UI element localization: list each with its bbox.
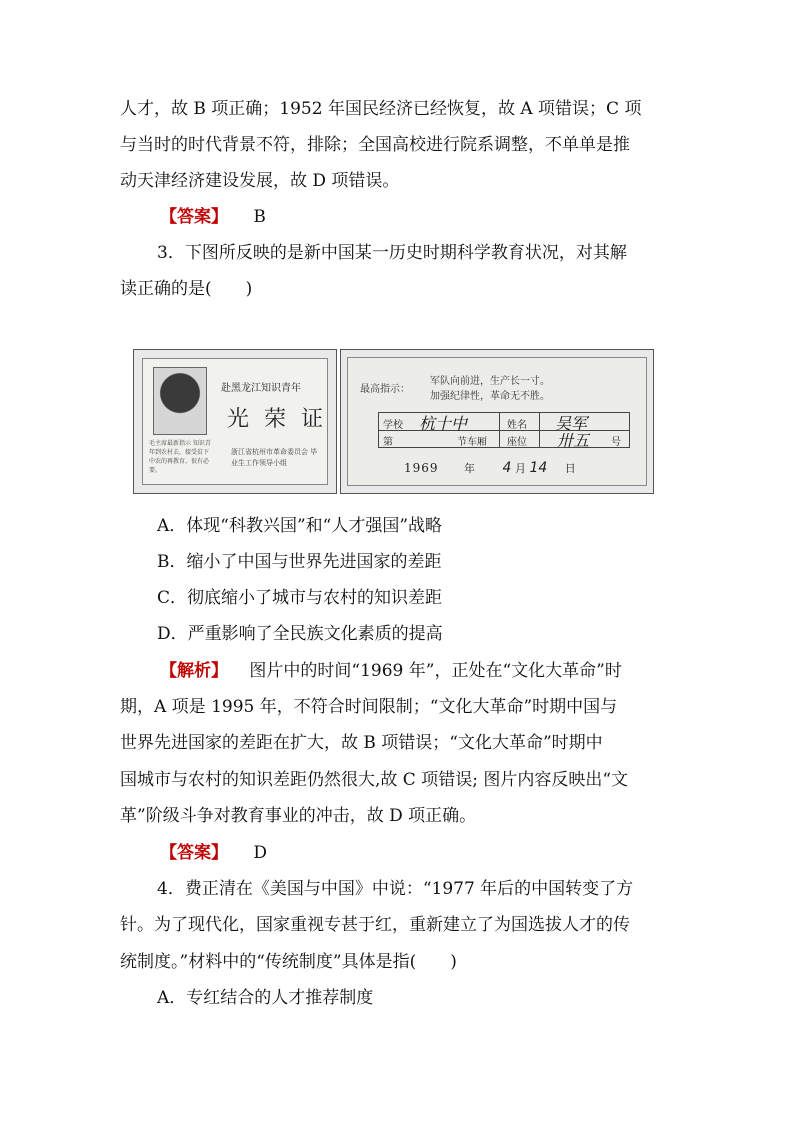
answer-value: B [253, 207, 266, 227]
question-3-stem: 读正确的是( ) [120, 279, 253, 299]
seat-unit: 号 [611, 437, 621, 448]
question-3-stem: 3．下图所反映的是新中国某一历史时期科学教育状况，对其解 [157, 243, 627, 263]
certificate-photo [133, 349, 337, 494]
school-label: 学校 [383, 420, 403, 431]
question-4-stem: 4．费正清在《美国与中国》中说：“1977 年后的中国转变了方 [157, 879, 634, 899]
answer-tag: 【答案】 [160, 843, 228, 863]
month-unit: 月 [514, 462, 526, 475]
month-value: 4 [502, 460, 512, 476]
text-line: 人才，故 B 项正确；1952 年国民经济已经恢复，故 A 项错误；C 项 [120, 99, 642, 119]
option-a: A．体现“科教兴国”和“人才强国”战略 [157, 516, 443, 536]
option-b: B．缩小了中国与世界先进国家的差距 [157, 552, 442, 572]
answer-line [160, 205, 266, 229]
name-value: 吴军 [555, 414, 588, 433]
school-value: 杭十中 [419, 414, 468, 433]
year-value: 1969 [404, 461, 439, 475]
analysis-tag: 【解析】 [160, 661, 228, 681]
name-label: 姓名 [507, 420, 527, 431]
answer-tag: 【答案】 [160, 207, 228, 227]
motto-line: 加强纪律性，革命无不胜。 [430, 391, 550, 402]
question-4-stem: 统制度。”材料中的“传统制度”具体是指( ) [120, 952, 457, 972]
motto-line: 军队向前进，生产长一寸。 [430, 376, 550, 387]
analysis-text: 图片中的时间“1969 年”，正处在“文化大革命”时 [249, 661, 622, 681]
seat-label: 座位 [507, 437, 527, 448]
text-line: 革”阶级斗争对教育事业的冲击，故 D 项正确。 [120, 806, 477, 826]
text-line: 国城市与农村的知识差距仍然很大,故 C 项错误; 图片内容反映出“文 [120, 770, 629, 790]
certificate-right-caption: 浙江省杭州市革命委员会 毕业生工作领导小组 [231, 448, 318, 467]
motto-text [430, 374, 550, 404]
text-line: 世界先进国家的差距在扩大，故 B 项错误；“文化大革命”时期中 [120, 733, 603, 753]
answer-line [160, 841, 267, 865]
car-label: 节车厢 [457, 437, 487, 448]
certificate-left-caption: 毛主席最新指示 知识青年到农村去，接受贫下中农的再教育，很有必要。 [149, 440, 211, 474]
text-line: 与当时的时代背景不符，排除；全国高校进行院系调整，不单单是推 [120, 135, 630, 155]
option-d: D．严重影响了全民族文化素质的提高 [157, 624, 443, 644]
train-ticket [347, 357, 647, 486]
car-prefix: 第 [383, 437, 393, 448]
text-line: 期，A 项是 1995 年，不符合时间限制；“文化大革命”时期中国与 [120, 697, 618, 717]
day-unit: 日 [564, 462, 576, 475]
portrait-image [153, 367, 207, 435]
year-unit: 年 [464, 462, 476, 475]
text-line: 动天津经济建设发展，故 D 项错误。 [120, 171, 400, 191]
seat-value: 卅五 [557, 431, 590, 450]
honor-certificate [142, 358, 328, 485]
ticket-photo [340, 349, 654, 494]
ticket-form [378, 412, 630, 448]
ticket-date [404, 460, 576, 476]
analysis-line [160, 659, 622, 683]
option-c: C．彻底缩小了城市与农村的知识差距 [157, 588, 443, 608]
certificate-title: 光 荣 证 [227, 407, 327, 432]
motto-label: 最高指示： [360, 384, 410, 395]
option-a: A．专红结合的人才推荐制度 [157, 988, 374, 1008]
question-4-stem: 针。为了现代化，国家重视专甚于红，重新建立了为国选拔人才的传 [120, 915, 630, 935]
answer-value: D [253, 843, 268, 863]
day-value: 14 [529, 460, 548, 476]
certificate-header: 赴黑龙江知识青年 [221, 383, 301, 394]
